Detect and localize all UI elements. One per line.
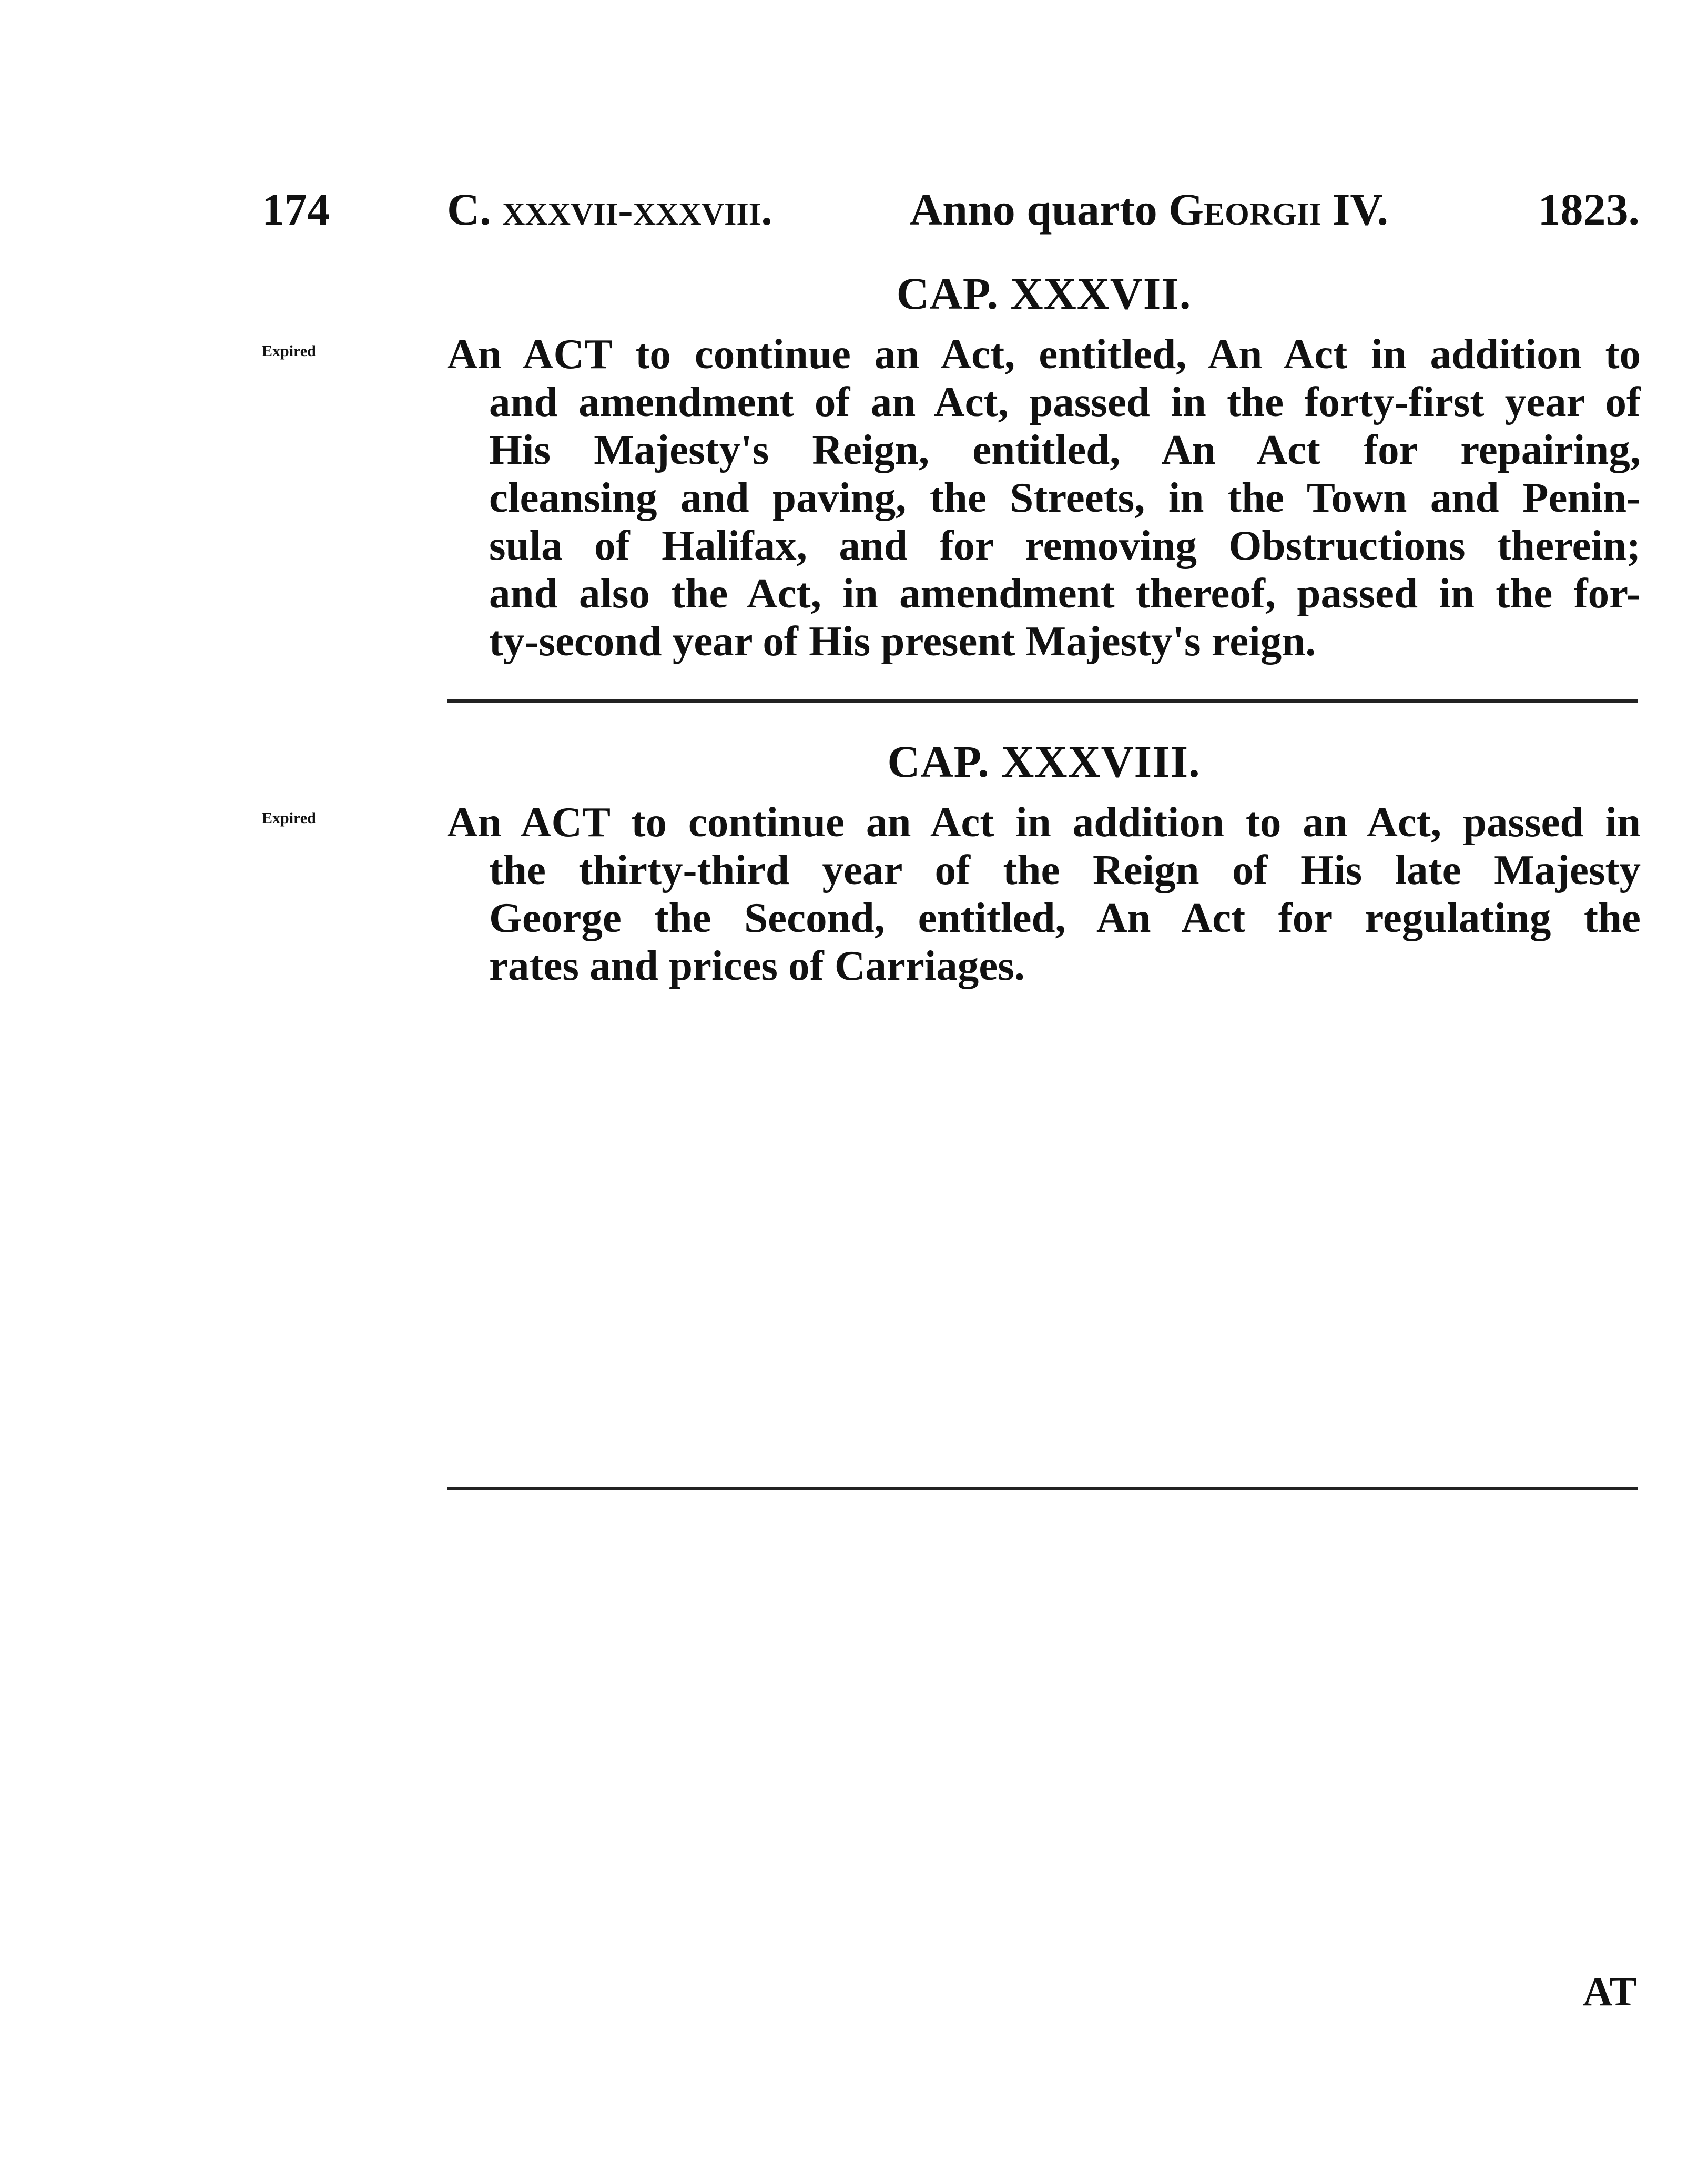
regnal-title-name: Georgii [1168, 184, 1321, 235]
running-head [262, 183, 1640, 236]
act-title-text [447, 330, 1641, 665]
act-title-text [447, 798, 1641, 990]
chapter-range: C. xxxvii-xxxviii. [447, 184, 772, 235]
act-line: An ACT to continue an Act, entitled, An Act in addition to [447, 330, 1641, 378]
chapter-heading: CAP. XXXVII. [896, 268, 1192, 319]
act-line: An ACT to continue an Act in addition to an Act, passed in [447, 798, 1641, 846]
page-number: 174 [262, 184, 330, 235]
regnal-title-suffix: IV. [1333, 184, 1389, 235]
act-line: cleansing and paving, the Streets, in the Town and Penin- [489, 474, 1641, 521]
margin-note: Expired [262, 809, 316, 827]
act-line: George the Second, entitled, An Act for regulating the [489, 894, 1641, 941]
act-line: the thirty-third year of the Reign of His late Majesty [489, 846, 1641, 893]
catchword: AT [1583, 1968, 1637, 2014]
act-line: His Majesty's Reign, entitled, An Act for repairing, [489, 426, 1641, 473]
margin-note: Expired [262, 342, 316, 360]
act-line: sula of Halifax, and for removing Obstructions therein; [489, 522, 1641, 569]
act-line: ty-second year of His present Majesty's reign. [489, 617, 1316, 665]
regnal-title [910, 183, 1388, 236]
year: 1823. [1538, 184, 1640, 235]
section-divider [447, 1487, 1638, 1490]
act-line: and amendment of an Act, passed in the forty-first year of [489, 378, 1641, 425]
regnal-title-prefix: Anno quarto [910, 184, 1157, 235]
act-line: and also the Act, in amendment thereof, passed in the for- [489, 570, 1641, 617]
section-divider [447, 699, 1638, 703]
chapter-heading: CAP. XXXVIII. [887, 736, 1201, 787]
act-line: rates and prices of Carriages. [489, 942, 1025, 989]
